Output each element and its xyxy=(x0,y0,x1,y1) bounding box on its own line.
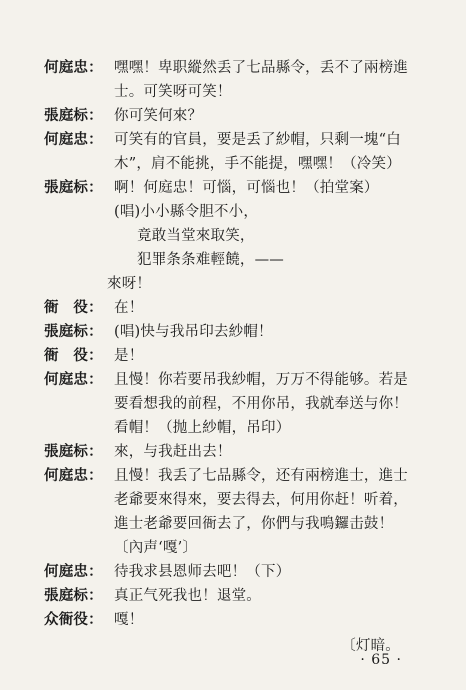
dialogue-text: 嘿嘿！卑职縱然丢了七品縣令，丢不了兩榜進 xyxy=(114,60,408,76)
dialogue-text: 來，与我赶出去！ xyxy=(114,444,232,460)
song-text: (唱)小小縣令胆不小， xyxy=(114,204,259,220)
speaker-label: 張庭标： xyxy=(44,179,103,196)
dialogue-text: 在！ xyxy=(114,300,144,316)
dialogue-text: 士。可笑呀可笑！ xyxy=(114,84,232,100)
stage-note: 〔內声‘嘎’〕 xyxy=(114,540,198,556)
song-text: 竟敢当堂來取笑， xyxy=(137,228,255,244)
speaker-label: 何庭忠： xyxy=(44,59,103,76)
dialogue-text: 且慢！你若要吊我紗帽，万万不得能够。若是 xyxy=(114,372,408,388)
speaker-label: 衙 役： xyxy=(44,299,103,316)
dialogue-text: (唱)快与我吊印去紗帽！ xyxy=(114,324,273,340)
speaker-label: 何庭忠： xyxy=(44,131,103,148)
dialogue-text: 看帽！（抛上紗帽，吊印） xyxy=(114,420,291,436)
dialogue-text: 木”，肩不能挑，手不能提，嘿嘿！（冷笑） xyxy=(114,156,401,172)
speaker-label: 何庭忠： xyxy=(44,371,103,388)
dialogue-text: 嘎！ xyxy=(114,612,144,628)
dialogue-text: 進士老爺要回衙去了，你們与我鳴鑼击鼓！ xyxy=(114,516,394,532)
dialogue-text: 待我求县恩师去吧！（下） xyxy=(114,564,291,580)
dialogue-text: 老爺要來得來，要去得去，何用你赶！听着， xyxy=(114,492,408,508)
speaker-label: 張庭标： xyxy=(44,443,103,460)
dialogue-text: 啊！何庭忠！可惱，可惱也！（拍堂案） xyxy=(114,180,379,196)
speaker-label: 張庭标： xyxy=(44,323,103,340)
dialogue-text: 真正气死我也！退堂。 xyxy=(114,588,261,604)
speaker-label: 張庭标： xyxy=(44,587,103,604)
stage-direction: 〔灯暗。 xyxy=(341,638,400,654)
speaker-label: 何庭忠： xyxy=(44,467,103,484)
song-text: 犯罪条条难輕饒，—— xyxy=(137,252,284,268)
dialogue-text: 你可笑何來？ xyxy=(114,108,203,124)
speaker-label: 張庭标： xyxy=(44,107,103,124)
dialogue-text: 可笑有的官員，要是丢了紗帽，只剩一塊“白 xyxy=(114,132,401,148)
speaker-label: 衙 役： xyxy=(44,347,103,364)
speaker-label: 众衙役： xyxy=(44,611,103,628)
dialogue-text: 是！ xyxy=(114,348,144,364)
dialogue-text: 要看想我的前程，不用你吊，我就奉送与你！ xyxy=(114,396,408,412)
page-number: · 65 · xyxy=(360,652,402,668)
dialogue-text: 來呀！ xyxy=(107,276,152,292)
dialogue-text: 且慢！我丢了七品縣令，还有兩榜進士，進士 xyxy=(114,468,408,484)
speaker-label: 何庭忠： xyxy=(44,563,103,580)
